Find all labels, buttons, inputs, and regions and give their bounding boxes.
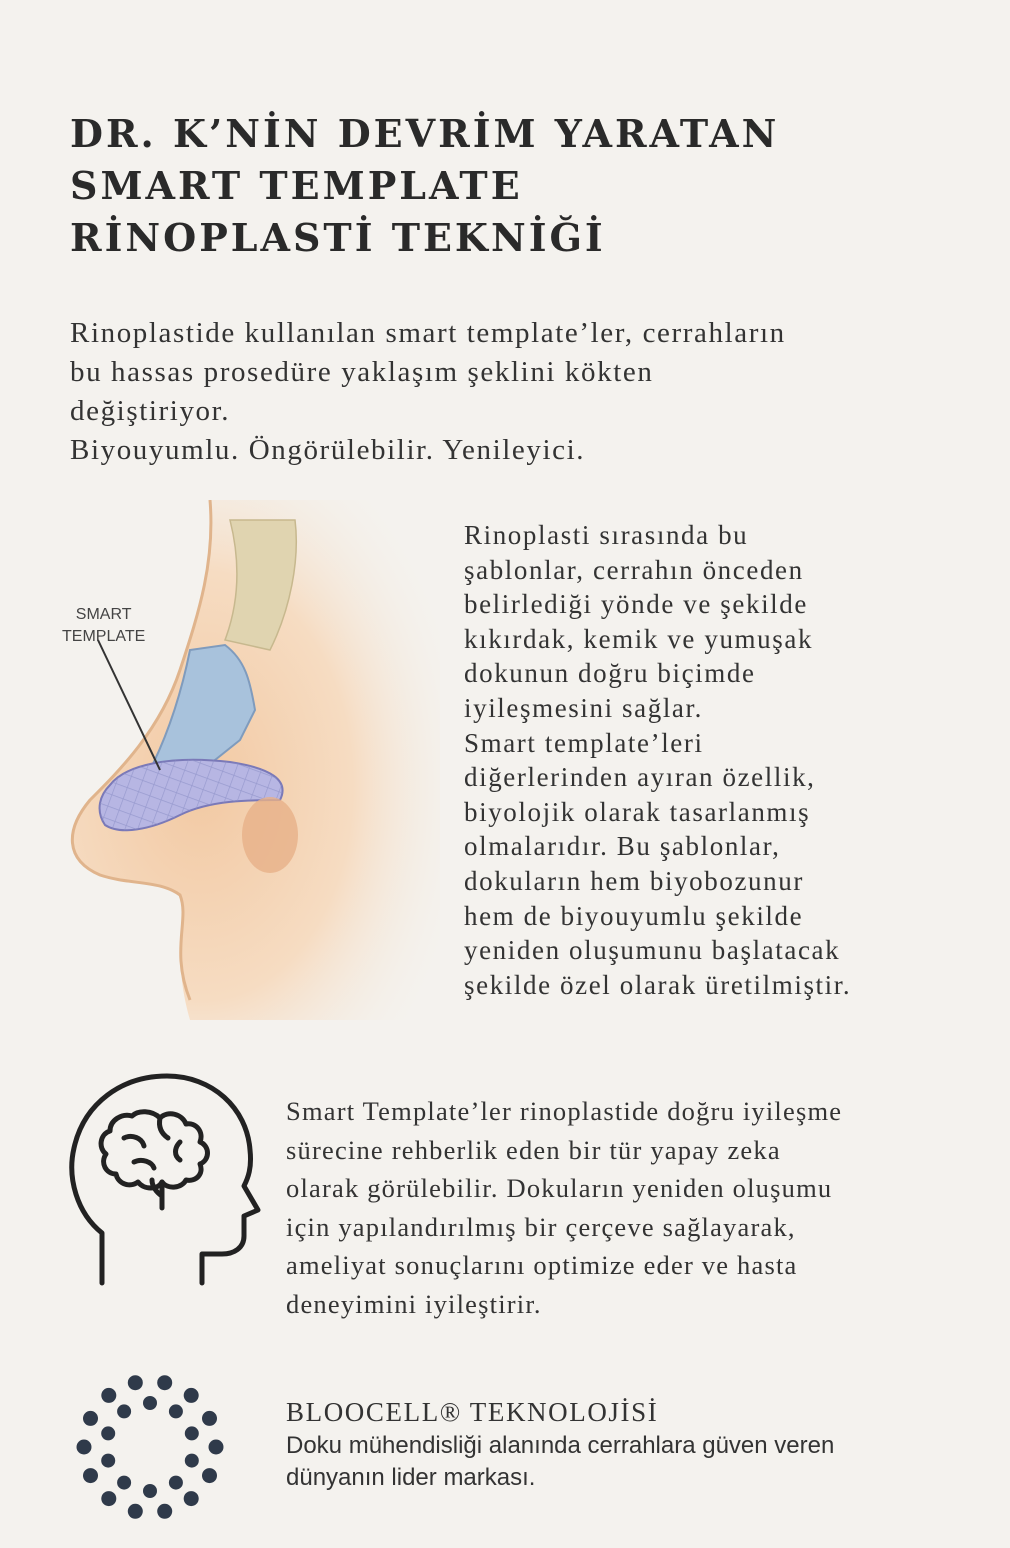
- logo-dot: [101, 1454, 115, 1468]
- logo-dot: [184, 1388, 199, 1403]
- description-line: belirlediği yönde ve şekilde: [464, 589, 808, 620]
- intro-line: bu hassas prosedüre yaklaşım şeklini kökten: [70, 356, 654, 388]
- smart-template-label: SMART TEMPLATE: [62, 606, 146, 645]
- ai-line: deneyimini iyileştirir.: [286, 1288, 542, 1319]
- logo-dot: [169, 1476, 183, 1490]
- brand-desc-line: Doku mühendisliği alanında cerrahlara güven veren: [286, 1432, 835, 1459]
- logo-dot: [202, 1411, 217, 1426]
- logo-dot: [117, 1476, 131, 1490]
- page-title: [70, 108, 950, 264]
- title-line: RİNOPLASTİ TEKNİĞİ: [70, 215, 606, 260]
- description-line: Rinoplasti sırasında bu: [464, 520, 749, 550]
- logo-dot: [157, 1375, 172, 1390]
- template-description: [464, 518, 994, 1002]
- logo-dot: [169, 1404, 183, 1418]
- logo-dot: [185, 1454, 199, 1468]
- title-line: DR. K’NİN DEVRİM YARATAN: [70, 111, 780, 156]
- logo-dot: [128, 1375, 143, 1390]
- logo-dot: [157, 1504, 172, 1519]
- ai-line: ameliyat sonuçlarını optimize eder ve hasta: [286, 1250, 798, 1280]
- logo-dot: [101, 1388, 116, 1403]
- intro-line: Rinoplastide kullanılan smart template’ler, cerrahların: [70, 317, 786, 349]
- description-line: hem de biyouyumlu şekilde: [464, 900, 804, 931]
- intro-paragraph: [70, 314, 970, 470]
- description-line: biyolojik olarak tasarlanmış: [464, 796, 811, 827]
- description-line: yeniden oluşumunu başlatacak: [464, 935, 841, 966]
- intro-line: değiştiriyor.: [70, 395, 231, 427]
- nose-drawing: [40, 500, 440, 1020]
- logo-dot: [77, 1440, 92, 1455]
- brand-title: BLOOCELL® TEKNOLOJİSİ: [286, 1397, 659, 1427]
- ai-line: sürecine rehberlik eden bir tür yapay zeka: [286, 1134, 781, 1165]
- brand-desc-line: dünyanın lider markası.: [286, 1464, 536, 1491]
- logo-dot: [209, 1440, 224, 1455]
- logo-dot: [128, 1504, 143, 1519]
- description-line: diğerlerinden ayıran özellik,: [464, 762, 816, 793]
- intro-line: Biyouyumlu. Öngörülebilir. Yenileyici.: [70, 434, 586, 466]
- title-line: SMART TEMPLATE: [70, 163, 523, 208]
- logo-dot: [143, 1484, 157, 1498]
- logo-dot: [101, 1491, 116, 1506]
- logo-dot: [83, 1411, 98, 1426]
- brain-head-icon: [62, 1068, 262, 1288]
- description-line: kıkırdak, kemik ve yumuşak: [464, 623, 814, 654]
- logo-dot: [202, 1468, 217, 1483]
- description-line: Smart template’leri: [464, 727, 704, 758]
- logo-dot: [143, 1396, 157, 1410]
- bloocell-dots-logo: [75, 1372, 225, 1522]
- description-line: şablonlar, cerrahın önceden: [464, 554, 804, 585]
- nose-illustration: [40, 500, 440, 1020]
- brand-description: [286, 1430, 986, 1494]
- logo-dot: [185, 1426, 199, 1440]
- description-line: iyileşmesini sağlar.: [464, 692, 703, 723]
- ai-line: için yapılandırılmış bir çerçeve sağlayarak,: [286, 1211, 796, 1242]
- ai-line: Smart Template’ler rinoplastide doğru iyileşme: [286, 1096, 843, 1126]
- logo-dot: [184, 1491, 199, 1506]
- logo-dot: [101, 1426, 115, 1440]
- description-line: olmalarıdır. Bu şablonlar,: [464, 831, 781, 862]
- description-line: dokunun doğru biçimde: [464, 658, 756, 689]
- description-line: şekilde özel olarak üretilmiştir.: [464, 969, 852, 1000]
- description-line: dokuların hem biyobozunur: [464, 865, 804, 896]
- ai-line: olarak görülebilir. Dokuların yeniden oluşumu: [286, 1173, 833, 1203]
- ai-description: [286, 1092, 986, 1323]
- logo-dot: [83, 1468, 98, 1483]
- logo-dot: [117, 1404, 131, 1418]
